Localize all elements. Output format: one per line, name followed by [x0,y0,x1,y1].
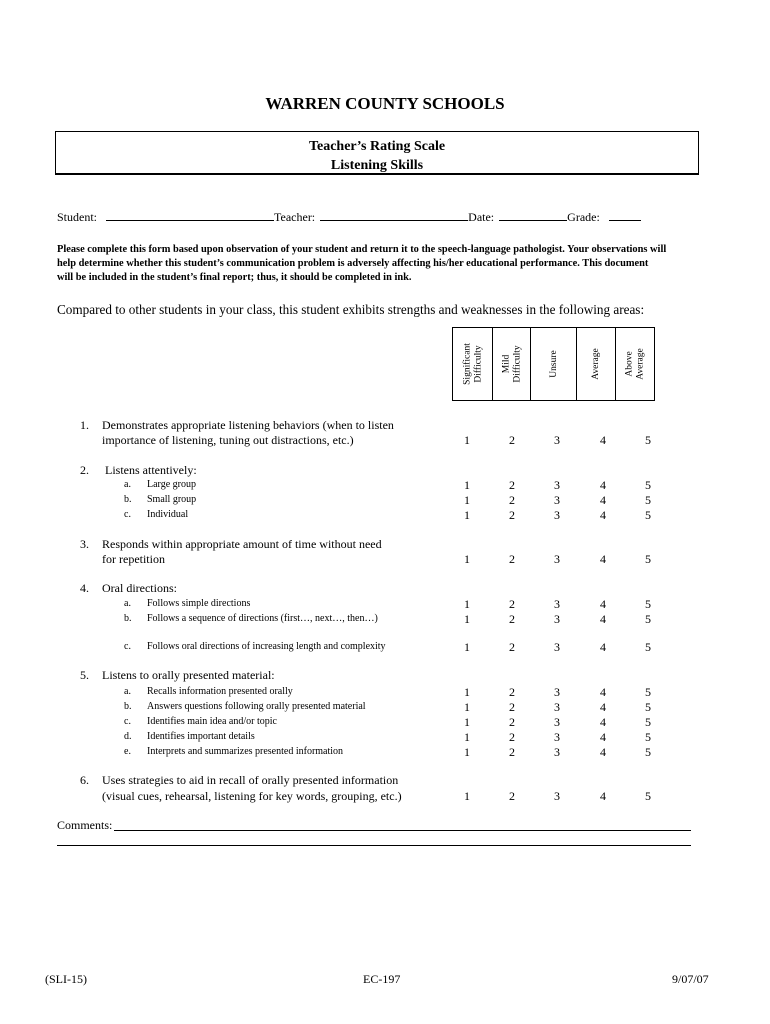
item-5-sub-letter: c. [124,716,131,727]
scale-header-label [591,348,602,379]
scale-header-label [625,348,646,379]
item-2-sub-letter: c. [124,509,131,520]
item-4-sub-letter: b. [124,613,132,624]
scale-header-line: Average [635,348,645,380]
item-4-sub-text: Follows oral directions of increasing length and complexity [147,641,386,652]
scale-header-line: Difficulty [511,345,522,383]
item-5-e-rating-4[interactable]: 4 [600,745,606,759]
item-3-rating-1[interactable]: 1 [464,552,470,566]
scale-header-5 [615,327,655,401]
item-5-c-rating-2[interactable]: 2 [509,715,515,729]
item-1-text-line2: importance of listening, tuning out distractions, etc.) [102,433,354,447]
item-5-b-rating-2[interactable]: 2 [509,700,515,714]
item-5-b-rating-3[interactable]: 3 [554,700,560,714]
item-4-a-rating-1[interactable]: 1 [464,597,470,611]
item-4-a-rating-3[interactable]: 3 [554,597,560,611]
item-2-b-rating-4[interactable]: 4 [600,493,606,507]
item-2-a-rating-1[interactable]: 1 [464,478,470,492]
item-2-c-rating-3[interactable]: 3 [554,508,560,522]
item-1-rating-1[interactable]: 1 [464,433,470,447]
item-1-rating-5[interactable]: 5 [645,433,651,447]
item-5-d-rating-4[interactable]: 4 [600,730,606,744]
item-5-c-rating-1[interactable]: 1 [464,715,470,729]
item-3-text-line2: for repetition [102,552,165,566]
item-3-rating-4[interactable]: 4 [600,552,606,566]
item-5-sub-text: Interprets and summarizes presented information [147,746,344,757]
scale-header-line: Mild [501,354,511,374]
item-2-b-rating-5[interactable]: 5 [645,493,651,507]
item-4-a-rating-4[interactable]: 4 [600,597,606,611]
scale-header-line: Unsure [548,350,559,378]
item-2-a-rating-5[interactable]: 5 [645,478,651,492]
item-5-sub-letter: b. [124,701,132,712]
form-title: Teacher’s Rating Scale [308,139,446,154]
grade-field[interactable] [609,209,641,221]
item-5-sub-letter: d. [124,731,132,742]
scale-header-label [548,350,559,377]
item-3-text: Responds within appropriate amount of time without need [102,537,382,551]
scale-header-line: Above [624,351,635,377]
scale-header-line: Difficulty [472,345,483,383]
item-6-rating-5[interactable]: 5 [645,789,651,803]
item-1-number: 1. [80,418,89,432]
item-5-d-rating-2[interactable]: 2 [509,730,515,744]
item-2-c-rating-4[interactable]: 4 [600,508,606,522]
compare-statement: Compared to other students in your class, this student exhibits strengths and weaknesses in the following areas: [57,302,645,317]
footer-form-code: (SLI-15) [45,972,87,986]
item-1-rating-3[interactable]: 3 [554,433,560,447]
item-4-number: 4. [80,581,89,595]
scale-header-3 [530,327,577,401]
item-1-text: Demonstrates appropriate listening behaviors (when to listen [102,418,394,432]
item-5-e-rating-2[interactable]: 2 [509,745,515,759]
item-4-a-rating-2[interactable]: 2 [509,597,515,611]
item-5-sub-text: Identifies main idea and/or topic [147,716,277,727]
item-5-sub-text: Identifies important details [147,731,255,742]
item-5-a-rating-3[interactable]: 3 [554,685,560,699]
comments-label: Comments: [57,818,113,832]
item-5-a-rating-1[interactable]: 1 [464,685,470,699]
item-2-sub-letter: a. [124,479,131,490]
item-6-text: Uses strategies to aid in recall of orally presented information [102,773,399,787]
page-title: WARREN COUNTY SCHOOLS [265,94,505,113]
item-6-number: 6. [80,773,89,787]
scale-header-2 [492,327,531,401]
scale-header-4 [576,327,616,401]
item-2-c-rating-2[interactable]: 2 [509,508,515,522]
item-1-rating-2[interactable]: 2 [509,433,515,447]
item-6-rating-4[interactable]: 4 [600,789,606,803]
item-2-sub-letter: b. [124,494,132,505]
item-5-a-rating-5[interactable]: 5 [645,685,651,699]
item-5-sub-letter: e. [124,746,131,757]
item-4-b-rating-5[interactable]: 5 [645,612,651,626]
item-2-sub-text: Large group [147,479,196,490]
item-4-b-rating-4[interactable]: 4 [600,612,606,626]
item-4-b-rating-2[interactable]: 2 [509,612,515,626]
item-5-text: Listens to orally presented material: [102,668,275,682]
teacher-label: Teacher: [274,210,316,224]
item-4-b-rating-1[interactable]: 1 [464,612,470,626]
item-5-sub-text: Answers questions following orally presented material [147,701,366,712]
item-2-c-rating-5[interactable]: 5 [645,508,651,522]
item-3-rating-3[interactable]: 3 [554,552,560,566]
scale-header-label [462,343,483,385]
item-4-text: Oral directions: [102,581,177,595]
item-2-sub-text: Small group [147,494,197,505]
info-fields [57,209,641,225]
item-4-c-rating-2[interactable]: 2 [509,640,515,654]
student-field[interactable] [106,209,274,221]
date-field[interactable] [499,209,567,221]
scale-header-line: Significant [462,343,472,385]
student-label: Student: [57,210,98,224]
item-5-e-rating-5[interactable]: 5 [645,745,651,759]
item-2-b-rating-3[interactable]: 3 [554,493,560,507]
item-2-b-rating-2[interactable]: 2 [509,493,515,507]
item-4-sub-text: Follows a sequence of directions (first…, next…, then…) [147,613,378,624]
form-title-box [55,131,699,175]
item-2-b-rating-1[interactable]: 1 [464,493,470,507]
comments-line-2[interactable] [57,845,691,846]
grade-label: Grade: [567,210,600,224]
item-5-d-rating-5[interactable]: 5 [645,730,651,744]
scale-header-1 [452,327,493,401]
item-2-a-rating-2[interactable]: 2 [509,478,515,492]
item-2-a-rating-3[interactable]: 3 [554,478,560,492]
footer-ec-code: EC-197 [363,972,401,986]
item-5-a-rating-4[interactable]: 4 [600,685,606,699]
item-4-c-rating-1[interactable]: 1 [464,640,470,654]
item-3-number: 3. [80,537,89,551]
item-4-sub-letter: a. [124,598,131,609]
item-6-text-line2: (visual cues, rehearsal, listening for key words, grouping, etc.) [102,789,402,803]
scale-header-line: Average [590,348,601,380]
item-5-d-rating-3[interactable]: 3 [554,730,560,744]
item-4-a-rating-5[interactable]: 5 [645,597,651,611]
item-2-number: 2. [80,463,89,477]
item-5-e-rating-1[interactable]: 1 [464,745,470,759]
item-2-sub-text: Individual [147,509,189,520]
instructions: Please complete this form based upon observation of your student and return it to the speech-language pathologist. Your observations will help determine whether this student’s communication problem is adversely affecting his/her educational performance. This document will be included in the student’s final report; thus, it should be completed in ink. [57,244,667,283]
item-5-b-rating-1[interactable]: 1 [464,700,470,714]
item-3-rating-2[interactable]: 2 [509,552,515,566]
item-4-sub-text: Follows simple directions [147,598,251,609]
item-5-sub-letter: a. [124,686,131,697]
item-5-d-rating-1[interactable]: 1 [464,730,470,744]
item-5-b-rating-5[interactable]: 5 [645,700,651,714]
item-2-c-rating-1[interactable]: 1 [464,508,470,522]
item-5-a-rating-2[interactable]: 2 [509,685,515,699]
item-5-c-rating-3[interactable]: 3 [554,715,560,729]
item-6-rating-2[interactable]: 2 [509,789,515,803]
item-6-rating-1[interactable]: 1 [464,789,470,803]
teacher-field[interactable] [320,209,468,221]
item-5-b-rating-4[interactable]: 4 [600,700,606,714]
item-1-rating-4[interactable]: 4 [600,433,606,447]
item-5-c-rating-4[interactable]: 4 [600,715,606,729]
item-4-b-rating-3[interactable]: 3 [554,612,560,626]
item-4-c-rating-4[interactable]: 4 [600,640,606,654]
item-5-c-rating-5[interactable]: 5 [645,715,651,729]
footer-date: 9/07/07 [672,972,709,986]
item-5-number: 5. [80,668,89,682]
item-5-e-rating-3[interactable]: 3 [554,745,560,759]
item-3-rating-5[interactable]: 5 [645,552,651,566]
form-subtitle: Listening Skills [330,158,424,173]
scale-header-label [501,345,522,382]
date-label: Date: [468,210,495,224]
item-6-rating-3[interactable]: 3 [554,789,560,803]
comments-line-1[interactable] [114,830,691,831]
item-4-c-rating-5[interactable]: 5 [645,640,651,654]
item-4-sub-letter: c. [124,641,131,652]
item-5-sub-text: Recalls information presented orally [147,686,293,697]
item-4-c-rating-3[interactable]: 3 [554,640,560,654]
item-2-text: Listens attentively: [105,463,197,477]
item-2-a-rating-4[interactable]: 4 [600,478,606,492]
